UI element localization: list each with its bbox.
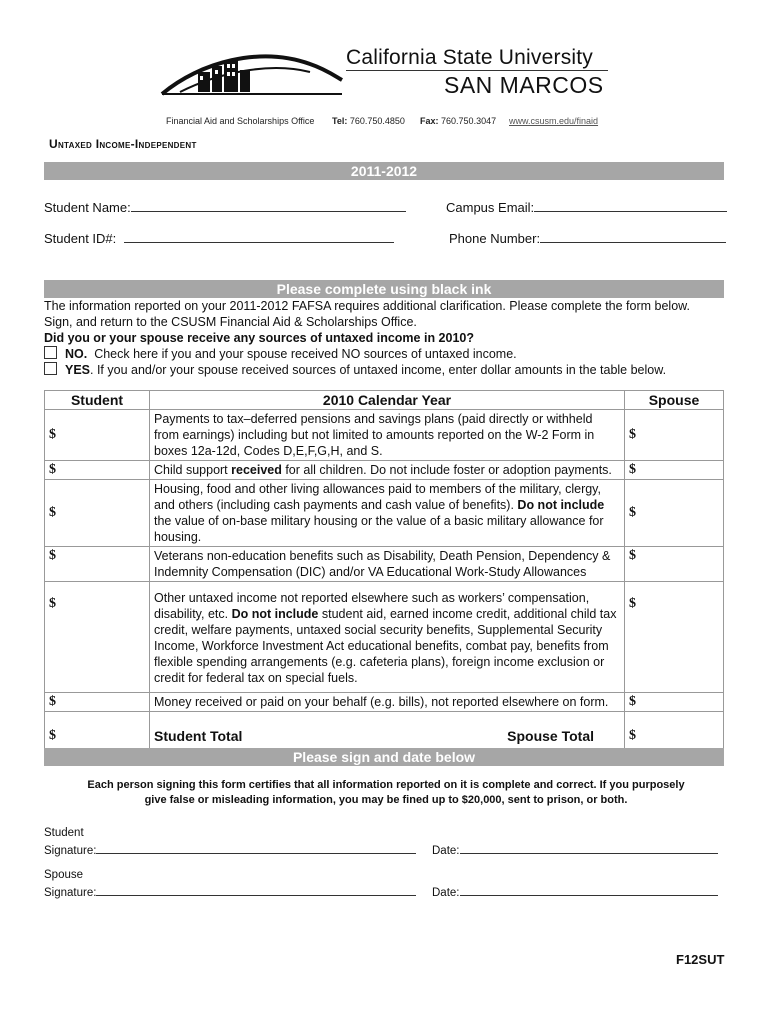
fax-info: Fax: 760.750.3047 bbox=[420, 116, 497, 126]
row-description: Money received or paid on your behalf (e.g. bills), not reported elsewhere on form. bbox=[150, 693, 625, 712]
ink-band: Please complete using black ink bbox=[44, 280, 724, 298]
untaxed-income-table bbox=[44, 390, 724, 761]
student-id-field[interactable]: Student ID#: bbox=[44, 230, 394, 246]
student-amount-cell[interactable]: $ bbox=[45, 410, 150, 461]
website-link[interactable]: www.csusm.edu/finaid bbox=[509, 116, 599, 126]
spouse-amount-cell[interactable]: $ bbox=[625, 547, 724, 582]
row-description: Child support received for all children. Do not include foster or adoption payments. bbox=[150, 461, 625, 480]
student-name-field[interactable]: Student Name: bbox=[44, 199, 406, 215]
spouse-amount-cell[interactable]: $ bbox=[625, 410, 724, 461]
no-option[interactable]: NO. Check here if you and your spouse received NO sources of untaxed income. bbox=[44, 346, 734, 362]
intro-text: The information reported on your 2011-2012 FAFSA requires additional clarification. Please complete the form below. Sign, and return to the CSUSM Financial Aid & Scholarships Office. Did you or your spouse receive any sources of untaxed income in 2010? NO. Check here if you and your spouse received NO sources of untaxed income. YES. If you and/or your spouse received sources of untaxed income, enter dollar amounts in the table below. bbox=[44, 298, 734, 378]
table-row bbox=[45, 693, 724, 712]
table-row bbox=[45, 461, 724, 480]
table-row bbox=[45, 410, 724, 461]
yes-option[interactable]: YES. If you and/or your spouse received sources of untaxed income, enter dollar amounts in the table below. bbox=[44, 362, 734, 378]
student-column-header: Student bbox=[45, 391, 150, 410]
header-rule bbox=[346, 70, 608, 71]
spouse-total-label: Spouse Total bbox=[507, 727, 594, 744]
spouse-total-cell[interactable]: $ bbox=[625, 712, 724, 761]
year-column-header: 2010 Calendar Year bbox=[150, 391, 625, 410]
student-total-label: Student Total bbox=[154, 727, 243, 744]
certification-statement: Each person signing this form certifies that all information reported on it is complete and correct. If you purposely give false or misleading information, you may be fined up to $20,000, sent to prison, or both. bbox=[87, 779, 685, 806]
form-title: Untaxed Income-Independent bbox=[49, 137, 197, 151]
student-signature-field[interactable]: Student Signature: bbox=[44, 826, 416, 859]
student-date-field[interactable]: Date: bbox=[432, 841, 718, 859]
row-description: Housing, food and other living allowances paid to members of the military, clergy, and others (including cash payments and cash value of benefits). Do not include the value of on-base military housing or the value of a basic military allowance for housing. bbox=[150, 480, 625, 547]
yes-checkbox[interactable] bbox=[44, 362, 57, 375]
spouse-date-field[interactable]: Date: bbox=[432, 883, 718, 901]
form-code: F12SUT bbox=[676, 952, 725, 967]
row-description: Other untaxed income not reported elsewhere such as workers’ compensation, disability, etc. Do not include student aid, earned income credit, additional child tax credit, welfare payments, untaxed social security benefits, Supplemental Security Income, Workforce Investment Act educational benefits, combat pay, benefits from flexible spending arrangements (e.g. cafeteria plans), foreign income exclusion or credit for federal tax on special fuels. bbox=[150, 582, 625, 693]
student-amount-cell[interactable]: $ bbox=[45, 480, 150, 547]
row-description: Veterans non-education benefits such as Disability, Death Pension, Dependency & Indemnity Compensation (DIC) and/or VA Educational Work-Study Allowances bbox=[150, 547, 625, 582]
spouse-column-header: Spouse bbox=[625, 391, 724, 410]
university-name: California State University bbox=[346, 46, 593, 69]
spouse-amount-cell[interactable]: $ bbox=[625, 582, 724, 693]
campus-name: SAN MARCOS bbox=[444, 72, 604, 98]
untaxed-question: Did you or your spouse receive any sources of untaxed income in 2010? bbox=[44, 331, 474, 345]
tel-info: Tel: 760.750.4850 bbox=[332, 116, 405, 126]
table-row bbox=[45, 480, 724, 547]
student-amount-cell[interactable]: $ bbox=[45, 582, 150, 693]
year-band: 2011-2012 bbox=[44, 162, 724, 180]
student-amount-cell[interactable]: $ bbox=[45, 693, 150, 712]
table-row bbox=[45, 582, 724, 693]
spouse-signature-field[interactable]: Spouse Signature: bbox=[44, 868, 416, 901]
table-row bbox=[45, 547, 724, 582]
spouse-amount-cell[interactable]: $ bbox=[625, 480, 724, 547]
student-total-cell[interactable]: $ bbox=[45, 712, 150, 761]
office-name: Financial Aid and Scholarships Office bbox=[166, 116, 315, 126]
phone-number-field[interactable]: Phone Number: bbox=[449, 230, 726, 246]
spouse-amount-cell[interactable]: $ bbox=[625, 461, 724, 480]
student-amount-cell[interactable]: $ bbox=[45, 547, 150, 582]
campus-email-field[interactable]: Campus Email: bbox=[446, 199, 727, 215]
sign-band: Please sign and date below bbox=[44, 748, 724, 766]
row-description: Payments to tax–deferred pensions and savings plans (paid directly or withheld from earnings) including but not limited to amounts reported on the W-2 Form in boxes 12a-12d, Codes D,E,F,G,H, and S. bbox=[150, 410, 625, 461]
spouse-amount-cell[interactable]: $ bbox=[625, 693, 724, 712]
student-amount-cell[interactable]: $ bbox=[45, 461, 150, 480]
no-checkbox[interactable] bbox=[44, 346, 57, 359]
